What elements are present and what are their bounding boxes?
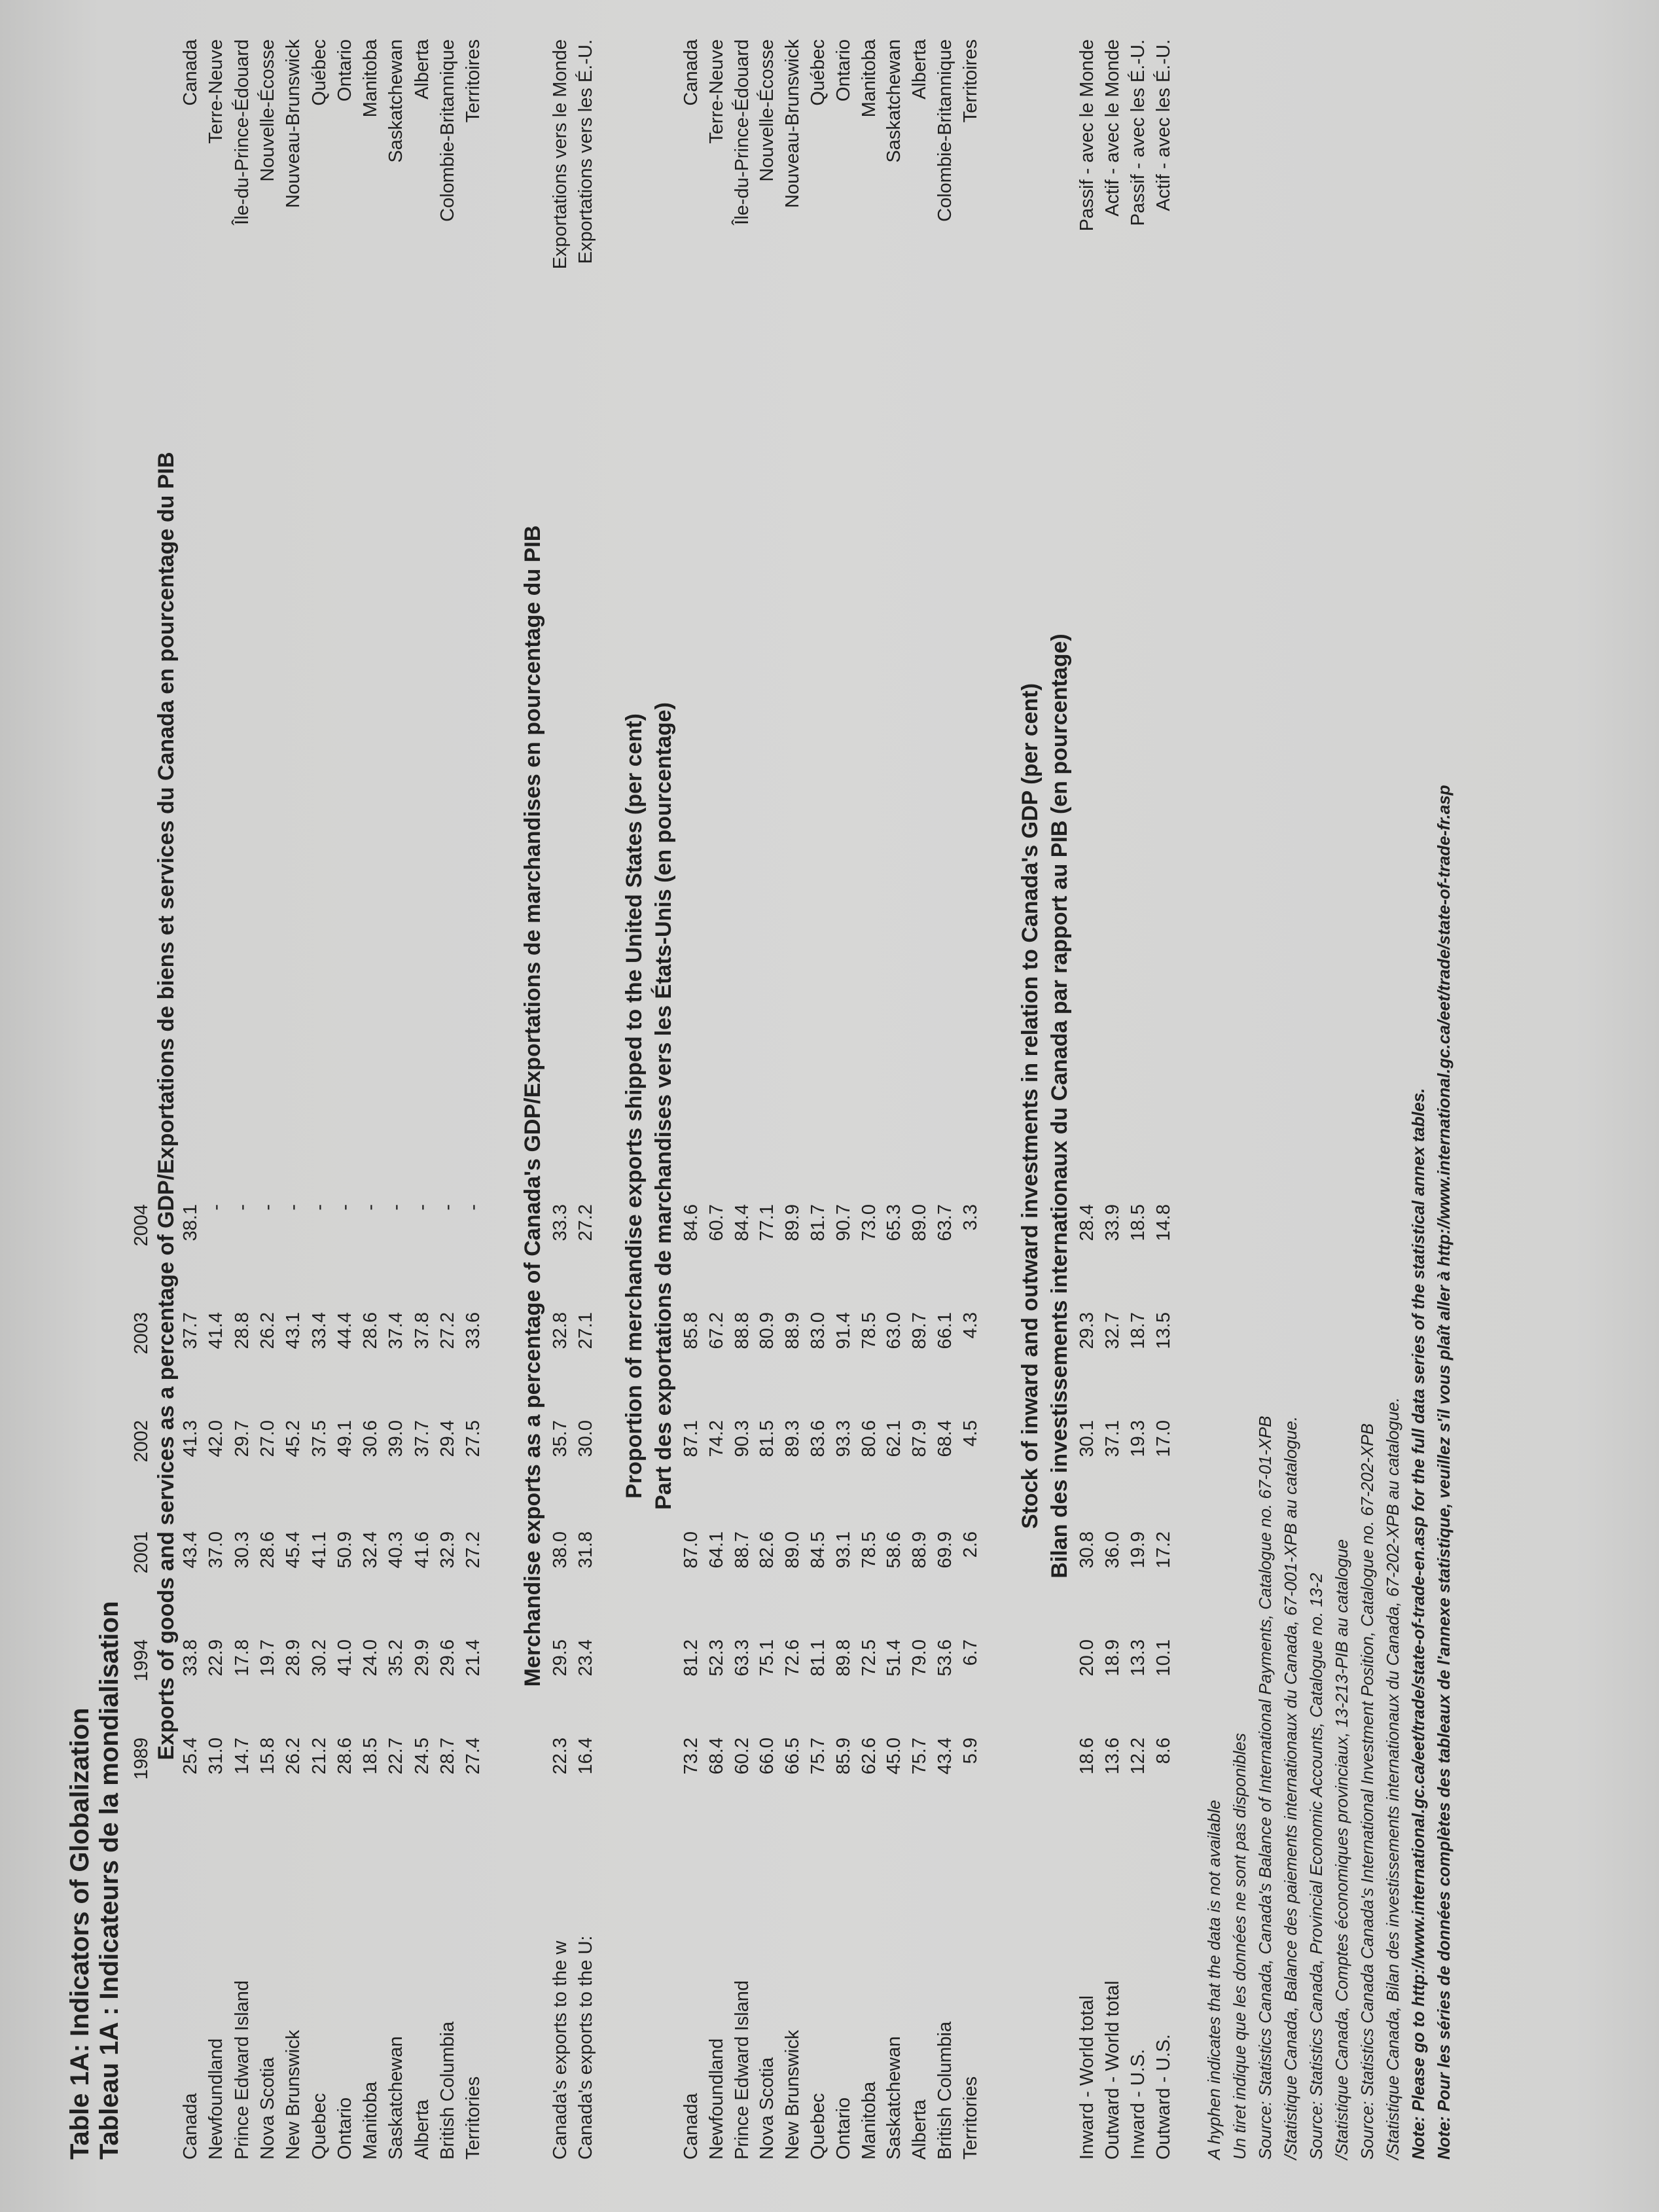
data-cell: 29.5: [550, 1639, 571, 1677]
data-cell: 6.7: [959, 1639, 981, 1666]
data-cell: 33.6: [463, 1312, 484, 1349]
data-cell: 78.5: [858, 1531, 880, 1569]
data-cell: 74.2: [705, 1420, 727, 1457]
data-cell: 15.8: [257, 1738, 278, 1775]
data-cell: 21.4: [463, 1639, 484, 1677]
data-cell: 32.8: [550, 1312, 571, 1349]
data-cell: 62.1: [883, 1420, 905, 1457]
row-label-en: Canada's exports to the w: [550, 1940, 571, 2160]
data-cell: 90.3: [731, 1420, 753, 1457]
data-cell: -: [463, 1204, 484, 1211]
section-heading: Proportion of merchandise exports shipped to the United States (per cent): [622, 713, 647, 1499]
data-cell: 63.3: [731, 1639, 753, 1677]
data-cell: 38.0: [550, 1531, 571, 1569]
data-cell: 37.4: [385, 1312, 407, 1349]
row-label-fr: Ontario: [334, 39, 355, 102]
data-cell: 32.4: [360, 1531, 382, 1569]
data-cell: 29.7: [231, 1420, 253, 1457]
data-cell: 66.1: [935, 1312, 955, 1349]
row-label-fr: Ontario: [832, 39, 854, 102]
data-cell: 73.2: [681, 1738, 702, 1775]
data-cell: 28.4: [1077, 1204, 1097, 1241]
data-cell: 30.6: [360, 1420, 382, 1457]
row-label-en: Manitoba: [858, 2081, 880, 2160]
row-label-en: Quebec: [308, 2093, 330, 2160]
data-cell: 80.6: [858, 1420, 880, 1457]
row-label-en: Prince Edward Island: [731, 1980, 753, 2160]
row-label-fr: Passif - avec le Monde: [1077, 39, 1097, 232]
data-cell: 68.4: [705, 1738, 727, 1775]
row-label-fr: Manitoba: [858, 39, 880, 118]
row-label-fr: Nouvelle-Écosse: [257, 39, 278, 182]
row-label-fr: Territoires: [463, 39, 484, 123]
data-cell: 75.1: [757, 1639, 778, 1677]
footnote: /Statistique Canada, Comptes économiques provinciaux, 13-213-PIB au catalogue: [1332, 1539, 1351, 2160]
data-cell: 89.7: [909, 1312, 931, 1349]
data-cell: 32.9: [437, 1531, 458, 1569]
row-label-fr: Actif - avec les É.-U.: [1153, 39, 1174, 211]
data-cell: 77.1: [757, 1204, 778, 1241]
data-cell: 93.3: [832, 1420, 854, 1457]
row-label-fr: Colombie-Britannique: [935, 39, 955, 222]
data-cell: 30.2: [308, 1639, 330, 1677]
row-label-en: New Brunswick: [782, 2029, 804, 2160]
row-label-fr: Nouvelle-Écosse: [757, 39, 778, 182]
data-cell: 37.0: [205, 1531, 227, 1569]
data-cell: 4.3: [959, 1312, 981, 1339]
data-cell: 31.0: [205, 1738, 227, 1775]
data-cell: 72.6: [782, 1639, 804, 1677]
row-label-fr: Territoires: [959, 39, 981, 123]
row-label-en: Canada: [180, 2093, 201, 2160]
data-cell: 14.7: [231, 1738, 253, 1775]
data-cell: 43.1: [283, 1312, 304, 1349]
data-cell: 30.8: [1077, 1531, 1097, 1569]
data-cell: 16.4: [575, 1738, 596, 1775]
row-label-en: Territories: [959, 2076, 981, 2160]
data-cell: 24.5: [411, 1738, 433, 1775]
data-cell: 37.5: [308, 1420, 330, 1457]
row-label-en: Prince Edward Island: [231, 1980, 253, 2160]
data-cell: 81.5: [757, 1420, 778, 1457]
row-label-en: Saskatchewan: [883, 2036, 905, 2160]
data-cell: 13.6: [1102, 1738, 1123, 1775]
data-cell: 83.0: [808, 1312, 829, 1349]
row-label-en: Ontario: [334, 2097, 355, 2160]
data-cell: 45.2: [283, 1420, 304, 1457]
data-cell: 73.0: [858, 1204, 880, 1241]
data-cell: 88.9: [909, 1531, 931, 1569]
data-cell: 84.6: [681, 1204, 702, 1241]
footnote: Source: Statistics Canada, Canada's Balance of International Payments, Catalogue no. 67-01-XPB: [1255, 1416, 1275, 2160]
data-cell: 91.4: [832, 1312, 854, 1349]
data-cell: 41.3: [180, 1420, 201, 1457]
row-label-fr: Saskatchewan: [883, 39, 905, 163]
data-cell: 24.0: [360, 1639, 382, 1677]
data-cell: 60.2: [731, 1738, 753, 1775]
data-cell: 78.5: [858, 1312, 880, 1349]
data-cell: 75.7: [909, 1738, 931, 1775]
data-cell: 43.4: [935, 1738, 955, 1775]
data-cell: 88.8: [731, 1312, 753, 1349]
row-label-en: Saskatchewan: [385, 2036, 407, 2160]
data-cell: -: [231, 1204, 253, 1211]
data-cell: 13.3: [1128, 1639, 1149, 1677]
data-cell: 27.1: [575, 1312, 596, 1349]
data-cell: -: [360, 1204, 382, 1211]
footnote: /Statistique Canada, Bilan des investissements internationaux du Canada, 67-202-XPB au catalogue.: [1383, 1397, 1402, 2160]
data-cell: 89.0: [909, 1204, 931, 1241]
data-cell: 49.1: [334, 1420, 355, 1457]
data-cell: 37.1: [1102, 1420, 1123, 1457]
data-cell: 82.6: [757, 1531, 778, 1569]
data-cell: 21.2: [308, 1738, 330, 1775]
row-label-en: Newfoundland: [205, 2038, 227, 2160]
data-cell: 27.4: [463, 1738, 484, 1775]
data-cell: -: [411, 1204, 433, 1211]
row-label-en: Ontario: [832, 2097, 854, 2160]
data-cell: 19.7: [257, 1639, 278, 1677]
row-label-en: Canada's exports to the U:: [575, 1935, 596, 2160]
data-cell: 35.2: [385, 1639, 407, 1677]
row-label-fr: Exportations vers les É.-U.: [575, 39, 596, 264]
data-cell: 14.8: [1153, 1204, 1174, 1241]
data-cell: 18.5: [360, 1738, 382, 1775]
data-cell: 64.1: [705, 1531, 727, 1569]
data-cell: 41.6: [411, 1531, 433, 1569]
data-cell: 67.2: [705, 1312, 727, 1349]
data-cell: 72.5: [858, 1639, 880, 1677]
data-cell: 90.7: [832, 1204, 854, 1241]
row-label-en: Alberta: [909, 2099, 931, 2160]
data-cell: 28.6: [334, 1738, 355, 1775]
data-cell: 44.4: [334, 1312, 355, 1349]
data-cell: 33.3: [550, 1204, 571, 1241]
data-cell: 29.3: [1077, 1312, 1097, 1349]
row-label-fr: Québec: [308, 39, 330, 106]
row-label-fr: Canada: [180, 39, 201, 106]
footnote: Un tiret indique que les données ne sont pas disponibles: [1230, 1733, 1249, 2160]
data-cell: 87.1: [681, 1420, 702, 1457]
footnote: Note: Please go to http://www.international.gc.ca/eet/trade/state-of-trade-en.asp for the full data series of the statistical annex tables.: [1408, 1088, 1428, 2160]
data-cell: 18.5: [1128, 1204, 1149, 1241]
data-cell: 12.2: [1128, 1738, 1149, 1775]
data-cell: 36.0: [1102, 1531, 1123, 1569]
data-cell: 17.0: [1153, 1420, 1174, 1457]
data-cell: 33.9: [1102, 1204, 1123, 1241]
row-label-fr: Actif - avec le Monde: [1102, 39, 1123, 217]
row-label-en: Manitoba: [360, 2081, 382, 2160]
data-cell: 18.7: [1128, 1312, 1149, 1349]
row-label-fr: Alberta: [909, 39, 931, 99]
row-label-fr: Saskatchewan: [385, 39, 407, 163]
data-cell: 66.5: [782, 1738, 804, 1775]
data-cell: 19.3: [1128, 1420, 1149, 1457]
footnote: Source: Statistics Canada Canada's International Investment Position, Catalogue no. 67-202-XPB: [1357, 1423, 1377, 2160]
data-cell: 29.9: [411, 1639, 433, 1677]
data-cell: 79.0: [909, 1639, 931, 1677]
data-cell: 41.1: [308, 1531, 330, 1569]
data-cell: 80.9: [757, 1312, 778, 1349]
section-heading: Exports of goods and services as a percentage of GDP/Exportations de biens et services du Canada en pourcentage du PIB: [154, 452, 179, 1760]
data-cell: 38.1: [180, 1204, 201, 1241]
section-heading: Stock of inward and outward investments in relation to Canada's GDP (per cent): [1018, 683, 1043, 1529]
data-cell: 93.1: [832, 1531, 854, 1569]
data-cell: 37.8: [411, 1312, 433, 1349]
data-cell: -: [257, 1204, 278, 1211]
data-cell: -: [437, 1204, 458, 1211]
data-cell: 18.9: [1102, 1639, 1123, 1677]
section-heading: Bilan des investissements internationaux du Canada par rapport au PIB (en pourcentage): [1047, 633, 1072, 1579]
data-cell: -: [334, 1204, 355, 1211]
row-label-fr: Terre-Neuve: [205, 39, 227, 144]
data-cell: 19.9: [1128, 1531, 1149, 1569]
row-label-en: Inward - U.S.: [1128, 2048, 1149, 2160]
data-cell: 51.4: [883, 1639, 905, 1677]
data-cell: 87.9: [909, 1420, 931, 1457]
data-cell: 39.0: [385, 1420, 407, 1457]
row-label-fr: Passif - avec les É.-U.: [1128, 39, 1149, 226]
data-cell: 25.4: [180, 1738, 201, 1775]
data-cell: 10.1: [1153, 1639, 1174, 1677]
row-label-fr: Exportations vers le Monde: [550, 39, 571, 270]
data-cell: 26.2: [283, 1738, 304, 1775]
year-header: 2004: [131, 1204, 152, 1247]
data-cell: 58.6: [883, 1531, 905, 1569]
data-cell: 41.0: [334, 1639, 355, 1677]
year-header: 2002: [131, 1420, 152, 1463]
data-cell: 3.3: [959, 1204, 981, 1231]
data-cell: 37.7: [411, 1420, 433, 1457]
data-cell: 88.7: [731, 1531, 753, 1569]
data-cell: -: [283, 1204, 304, 1211]
data-cell: 8.6: [1153, 1738, 1174, 1764]
data-cell: 69.9: [935, 1531, 955, 1569]
row-label-en: British Columbia: [935, 2021, 955, 2160]
data-cell: 43.4: [180, 1531, 201, 1569]
year-header: 1994: [131, 1639, 152, 1682]
data-cell: 20.0: [1077, 1639, 1097, 1677]
row-label-fr: Terre-Neuve: [705, 39, 727, 144]
data-cell: 45.4: [283, 1531, 304, 1569]
data-cell: 81.2: [681, 1639, 702, 1677]
data-cell: 85.8: [681, 1312, 702, 1349]
data-cell: -: [308, 1204, 330, 1211]
data-cell: 45.0: [883, 1738, 905, 1775]
data-cell: 89.9: [782, 1204, 804, 1241]
data-cell: 32.7: [1102, 1312, 1123, 1349]
data-cell: 81.7: [808, 1204, 829, 1241]
row-label-en: Outward - U.S.: [1153, 2034, 1174, 2160]
data-cell: 23.4: [575, 1639, 596, 1677]
data-cell: 84.5: [808, 1531, 829, 1569]
data-cell: 66.0: [757, 1738, 778, 1775]
data-cell: 29.4: [437, 1420, 458, 1457]
row-label-fr: Nouveau-Brunswick: [283, 39, 304, 208]
data-cell: 27.0: [257, 1420, 278, 1457]
data-cell: 89.3: [782, 1420, 804, 1457]
data-cell: 35.7: [550, 1420, 571, 1457]
footnote: /Statistique Canada, Balance des paiements internationaux du Canada, 67-001-XPB au catalogue.: [1281, 1416, 1300, 2160]
row-label-fr: Québec: [808, 39, 829, 106]
data-cell: 29.6: [437, 1639, 458, 1677]
page-title: Table 1A: Indicators of Globalization: [65, 1707, 94, 2160]
data-cell: 28.9: [283, 1639, 304, 1677]
data-cell: 41.4: [205, 1312, 227, 1349]
data-cell: 31.8: [575, 1531, 596, 1569]
row-label-en: Alberta: [411, 2099, 433, 2160]
data-cell: 83.6: [808, 1420, 829, 1457]
data-cell: 42.0: [205, 1420, 227, 1457]
data-cell: 75.7: [808, 1738, 829, 1775]
year-header: 2003: [131, 1312, 152, 1355]
data-cell: 85.9: [832, 1738, 854, 1775]
data-cell: 88.9: [782, 1312, 804, 1349]
data-cell: 68.4: [935, 1420, 955, 1457]
row-label-fr: Nouveau-Brunswick: [782, 39, 804, 208]
row-label-en: Quebec: [808, 2093, 829, 2160]
data-cell: 28.6: [360, 1312, 382, 1349]
data-cell: 40.3: [385, 1531, 407, 1569]
data-cell: 60.7: [705, 1204, 727, 1241]
data-cell: 89.8: [832, 1639, 854, 1677]
data-cell: 33.4: [308, 1312, 330, 1349]
data-cell: 84.4: [731, 1204, 753, 1241]
data-cell: 27.2: [437, 1312, 458, 1349]
page-title-fr: Tableau 1A : Indicateurs de la mondialisation: [95, 1601, 124, 2160]
data-cell: 22.3: [550, 1738, 571, 1775]
section-heading: Part des exportations de marchandises vers les États-Unis (en pourcentage): [651, 702, 676, 1510]
row-label-en: Outward - World total: [1102, 1980, 1123, 2160]
footnote: A hyphen indicates that the data is not available: [1204, 1800, 1224, 2160]
data-cell: 4.5: [959, 1420, 981, 1447]
data-cell: 28.8: [231, 1312, 253, 1349]
row-label-en: Inward - World total: [1077, 1995, 1097, 2160]
data-cell: 33.8: [180, 1639, 201, 1677]
row-label-en: Nova Scotia: [257, 2057, 278, 2160]
row-label-fr: Canada: [681, 39, 702, 106]
data-cell: 65.3: [883, 1204, 905, 1241]
data-cell: 28.6: [257, 1531, 278, 1569]
data-cell: 37.7: [180, 1312, 201, 1349]
data-cell: 62.6: [858, 1738, 880, 1775]
row-label-en: Canada: [681, 2093, 702, 2160]
data-cell: 22.9: [205, 1639, 227, 1677]
row-label-en: New Brunswick: [283, 2029, 304, 2160]
data-cell: 30.0: [575, 1420, 596, 1457]
row-label-en: Territories: [463, 2076, 484, 2160]
data-cell: 30.3: [231, 1531, 253, 1569]
row-label-en: Nova Scotia: [757, 2057, 778, 2160]
data-cell: 81.1: [808, 1639, 829, 1677]
year-header: 2001: [131, 1531, 152, 1574]
data-cell: 22.7: [385, 1738, 407, 1775]
data-cell: 53.6: [935, 1639, 955, 1677]
row-label-en: Newfoundland: [705, 2038, 727, 2160]
row-label-fr: Île-du-Prince-Édouard: [231, 39, 253, 225]
footnote: Source: Statistics Canada, Provincial Economic Accounts, Catalogue no. 13-2: [1306, 1573, 1326, 2160]
data-cell: -: [205, 1204, 227, 1211]
data-cell: 30.1: [1077, 1420, 1097, 1457]
section-heading: Merchandise exports as a percentage of Canada's GDP/Exportations de marchandises en pourcentage du PIB: [520, 525, 545, 1687]
row-label-fr: Manitoba: [360, 39, 382, 118]
data-cell: 17.8: [231, 1639, 253, 1677]
data-cell: 27.2: [575, 1204, 596, 1241]
year-header: 1989: [131, 1738, 152, 1780]
data-cell: 52.3: [705, 1639, 727, 1677]
data-cell: 17.2: [1153, 1531, 1174, 1569]
data-cell: 87.0: [681, 1531, 702, 1569]
row-label-en: British Columbia: [437, 2021, 458, 2160]
data-cell: 18.6: [1077, 1738, 1097, 1775]
row-label-fr: Colombie-Britannique: [437, 39, 458, 222]
row-label-fr: Alberta: [411, 39, 433, 99]
data-cell: 63.0: [883, 1312, 905, 1349]
data-cell: 27.2: [463, 1531, 484, 1569]
row-label-fr: Île-du-Prince-Édouard: [731, 39, 753, 225]
data-cell: 28.7: [437, 1738, 458, 1775]
data-cell: 63.7: [935, 1204, 955, 1241]
data-cell: 13.5: [1153, 1312, 1174, 1349]
data-cell: 5.9: [959, 1738, 981, 1764]
data-cell: 50.9: [334, 1531, 355, 1569]
footnote: Note: Pour les séries de données complètes des tableaux de l'annexe statistique, veuillez s'il vous plaît aller à http://www.international.gc.ca/eet/trade/state-of-trade-fr.asp: [1434, 785, 1454, 2160]
data-cell: 89.0: [782, 1531, 804, 1569]
data-cell: -: [385, 1204, 407, 1211]
data-cell: 27.5: [463, 1420, 484, 1457]
data-cell: 26.2: [257, 1312, 278, 1349]
data-cell: 2.6: [959, 1531, 981, 1558]
